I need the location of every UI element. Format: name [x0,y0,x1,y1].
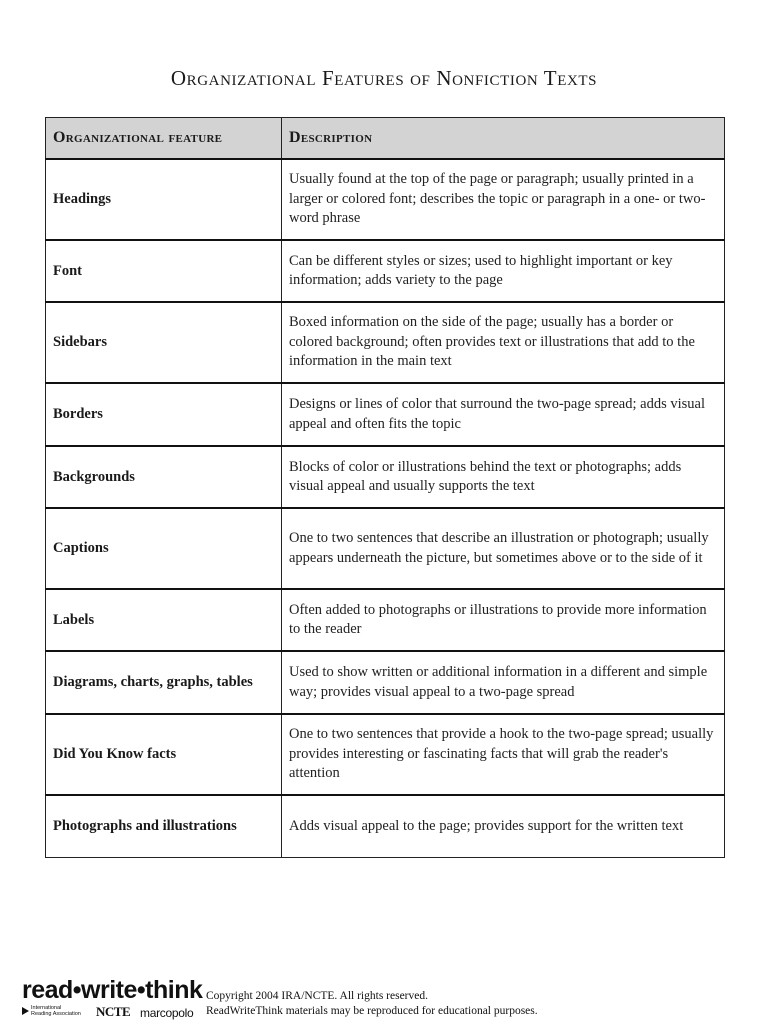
feature-description: Can be different styles or sizes; used to highlight important or key information; adds variety to the page [282,240,725,302]
feature-name: Diagrams, charts, graphs, tables [46,651,282,714]
feature-name: Borders [46,383,282,446]
feature-description: Used to show written or additional information in a different and simple way; provides visual appeal to a two-page spread [282,651,725,714]
table-row [46,795,725,857]
copyright-line: Copyright 2004 IRA/NCTE. All rights reserved. [206,990,428,1002]
feature-description: Boxed information on the side of the page; usually has a border or colored background; often provides text or illustrations that add to the information in the main text [282,302,725,383]
logo-wordmark: read•write•think [22,976,203,1004]
ira-logo-text: International Reading Association [31,1005,81,1017]
feature-name: Captions [46,508,282,589]
table-row [46,651,725,714]
feature-name: Did You Know facts [46,714,282,795]
feature-description: Blocks of color or illustrations behind the text or photographs; adds visual appeal and usually supports the text [282,446,725,508]
reproduction-notice: ReadWriteThink materials may be reproduced for educational purposes. [206,1005,538,1017]
table-row [46,159,725,240]
table-row [46,240,725,302]
feature-name: Backgrounds [46,446,282,508]
feature-name: Labels [46,589,282,651]
column-header-description: Description [282,118,725,160]
ira-arrow-icon [22,1007,29,1015]
ncte-logo-text: NCTE [96,1004,131,1019]
table-row [46,589,725,651]
table-row [46,714,725,795]
partner-logos [22,1005,194,1020]
feature-description: Usually found at the top of the page or paragraph; usually printed in a larger or colored font; describes the topic or paragraph in a one- or two-word phrase [282,159,725,240]
page-title: Organizational Features of Nonfiction Texts [170,66,598,90]
column-header-feature: Organizational feature [46,118,282,160]
feature-description: Adds visual appeal to the page; provides support for the written text [282,795,725,857]
table-row [46,302,725,383]
table-header-row [46,118,725,160]
feature-name: Font [46,240,282,302]
readwritethink-logo [22,975,203,1021]
page-footer [22,975,762,1021]
feature-description: One to two sentences that describe an illustration or photograph; usually appears underneath the picture, but sometimes above or to the side of it [282,508,725,589]
feature-name: Photographs and illustrations [46,795,282,857]
features-table [45,117,725,858]
marcopolo-logo-text: marcopolo [140,1006,194,1020]
table-row [46,508,725,589]
feature-description: One to two sentences that provide a hook to the two-page spread; usually provides interesting or fascinating facts that will grab the reader's attention [282,714,725,795]
feature-name: Headings [46,159,282,240]
table-row [46,446,725,508]
feature-description: Designs or lines of color that surround the two-page spread; adds visual appeal and often fits the topic [282,383,725,446]
feature-description: Often added to photographs or illustrations to provide more information to the reader [282,589,725,651]
table-row [46,383,725,446]
copyright-notice [206,989,538,1019]
feature-name: Sidebars [46,302,282,383]
